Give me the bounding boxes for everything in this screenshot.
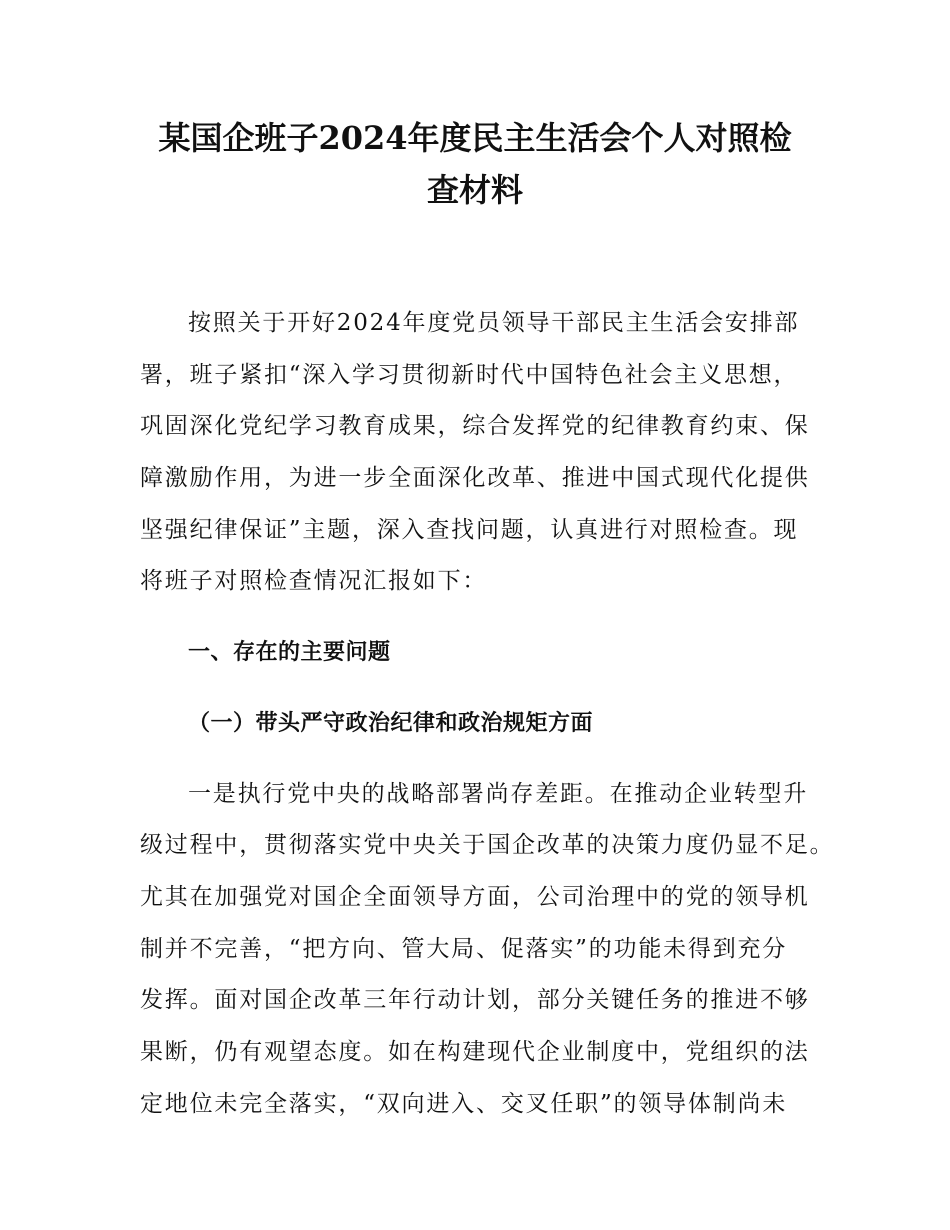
section-heading: 一、存在的主要问题 [188, 640, 391, 666]
intro-paragraph-line: 障激励作用，为进一步全面深化改革、推进中国式现代化提供 [140, 465, 810, 492]
title-line: 查材料 [426, 171, 523, 209]
content-paragraph-line: 制并不完善，“把方向、管大局、促落实”的功能未得到充分 [140, 935, 788, 962]
intro-paragraph-line: 按照关于开好2024年度党员领导干部民主生活会安排部 [188, 310, 800, 336]
content-paragraph-line: 定地位未完全落实，“双向进入、交叉任职”的领导体制尚未 [140, 1090, 788, 1117]
document-title [120, 112, 830, 216]
content-paragraph-line: 果断，仍有观望态度。如在构建现代企业制度中，党组织的法 [140, 1038, 810, 1065]
content-paragraph-line: 尤其在加强党对国企全面领导方面，公司治理中的党的领导机 [140, 883, 810, 910]
content-paragraph-line: 一是执行党中央的战略部署尚存差距。在推动企业转型升 [188, 780, 808, 807]
intro-paragraph-line: 巩固深化党纪学习教育成果，综合发挥党的纪律教育约束、保 [140, 413, 810, 440]
content-paragraph-line: 发挥。面对国企改革三年行动计划，部分关键任务的推进不够 [140, 987, 810, 1014]
content-paragraph-line: 级过程中，贯彻落实党中央关于国企改革的决策力度仍显不足。 [140, 832, 835, 859]
document-body [140, 298, 835, 1130]
title-line: 某国企班子2024年度民主生活会个人对照检 [158, 119, 792, 157]
intro-paragraph-line: 坚强纪律保证”主题，深入查找问题，认真进行对照检查。现 [140, 516, 799, 543]
intro-paragraph-line: 将班子对照检查情况汇报如下： [140, 568, 488, 595]
subsection-heading: （一）带头严守政治纪律和政治规矩方面 [188, 710, 594, 736]
paragraph-gap [140, 750, 820, 769]
paragraph-gap [140, 679, 820, 698]
intro-paragraph-line: 署，班子紧扣“深入学习贯彻新时代中国特色社会主义思想， [140, 361, 799, 388]
paragraph-gap [140, 608, 820, 627]
